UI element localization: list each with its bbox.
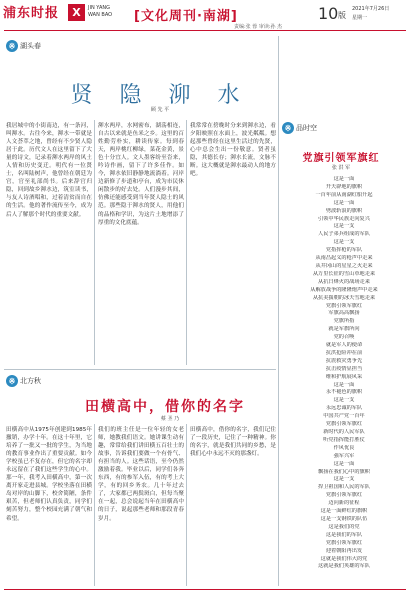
poem-line: 迎着朝阳再出发 xyxy=(325,547,363,554)
poem-line: 这是一支钢铁的队伍 xyxy=(320,515,368,522)
section-title: [文化周刊·南湖] xyxy=(134,9,238,24)
article-body-column xyxy=(6,122,92,364)
publication-weekday: 星期一 xyxy=(352,15,368,21)
column-divider-a2-2 xyxy=(186,424,187,586)
article-paragraph: 田横高中从1975年创建到1985年撤销，办学十年。在这十年里，它培养了一批又一批的学生，为当地的教育事业作出了重要贡献。如今学校虽已不复存在，但它的名字却永远留在了我们这些学生的心中。 xyxy=(6,427,92,474)
poem-line: 这是一支 xyxy=(333,223,355,230)
poem-line: 军旗高高飘扬 xyxy=(328,310,360,317)
article-title-xianyin: 贤 隐 泖 水 xyxy=(70,83,250,108)
column-divider-a1-1 xyxy=(94,120,95,365)
poem-line: 党旗引领军旗红 xyxy=(325,539,363,546)
article-paragraph: 我常常在傍晚时分来到泖水边，看夕阳映照在水面上，波光粼粼。想起那些曾经在这里生活过的先贤，心中总会生出一份敬意。贤者虽隐，其德长存；泖水长流，文脉不断。这大概就是泖水最动人的地方吧。 xyxy=(190,123,276,178)
column-divider-right xyxy=(278,36,279,586)
poem-line: 捍卫祖国和人民的军队 xyxy=(318,484,370,491)
poem-line: 党旗引领军旗红 xyxy=(325,421,363,428)
poem-line: 从抗日烽火的战场走来 xyxy=(318,278,370,285)
column-tag-label: 北方秋 xyxy=(20,377,41,385)
poem-line: 人民子弟兵组成的军队 xyxy=(318,231,370,238)
editor-credits: 责编:张 蓉 审读:孙 杰 xyxy=(234,24,283,30)
poem-line: 抗震救灾勇争先 xyxy=(325,357,363,364)
column-divider-a1-2 xyxy=(186,120,187,365)
poem-line: 从井冈山的星星之火走来 xyxy=(315,262,373,269)
poem-line: 党指挥枪的军队 xyxy=(325,247,363,254)
poem-line: 这就是我们英雄的军队 xyxy=(318,563,370,570)
circle-badge-icon: ※ xyxy=(282,122,294,134)
poem-line: 永不褪色的旗帜 xyxy=(325,389,363,396)
circle-badge-icon: ※ xyxy=(6,375,18,387)
poem-line: 中国共产党一百年 xyxy=(323,413,365,420)
article-paragraph: 我居城中的小街南边，有一条河，叫泖水。古往今来，泖水一带就是人文荟萃之地，曾经有不少贤人隐居于此。历代文人在这里留下了大量的诗文，记录着泖水两岸的风土人情和历史变迁。 xyxy=(6,123,92,170)
poem-line: 飘扬在我们心中的旗帜 xyxy=(318,468,370,475)
poem-line: 这是一面 xyxy=(333,381,355,388)
article-paragraph: 我们的班主任是一位年轻的女老师，她教我们语文。她讲课生动有趣，常常给我们讲田横五百壮士的故事，告诉我们要做一个有骨气、有担当的人。这些话语，至今仍然激励着我。 xyxy=(98,427,184,474)
article-paragraph: 毕业以后，同学们各奔东西，有的参军入伍，有的考上大学，有的回乡务农。几十年过去了，大家都已两鬓斑白，但每当聚在一起，总会说起当年在田横高中的日子，说起那些老师和那段青春岁月。 xyxy=(98,467,184,522)
article-separator xyxy=(4,369,276,370)
column-tag-tianheng xyxy=(6,375,41,387)
poem-line: 听党指挥能打胜仗 xyxy=(323,436,365,443)
article-title-tianheng: 田横高中，借你的名字 xyxy=(85,399,245,415)
poem-line: 强军兴军 xyxy=(333,452,355,459)
poem-line: 这就是我们伟大的党 xyxy=(320,555,368,562)
poem-line: 从南昌起义的枪声中走来 xyxy=(315,255,373,262)
article-byline-xianyin: 顾 先 平 xyxy=(150,107,170,113)
poem-line: 从抗美援朝的冰天雪地走来 xyxy=(312,294,376,301)
poem-line: 党的召唤 xyxy=(333,334,355,341)
bottom-rule xyxy=(4,589,406,590)
logo-pinyin: JIN YANG WAN BAO xyxy=(88,5,113,18)
masthead-rule xyxy=(4,30,406,31)
poem-line: 就是军人的使命 xyxy=(325,342,363,349)
poem-line: 作风优良 xyxy=(333,444,355,451)
poem-line: 这是一支 xyxy=(333,397,355,404)
article-body-column xyxy=(98,122,184,364)
poem-line: 这是我们的党 xyxy=(328,523,360,530)
poem-line: 党旗引领军旗红 xyxy=(325,302,363,309)
article-paragraph: 那一年，我考入田横高中，第一次离开家走进县城。学校坐落在田横岛对岸的山脚下，校舍简陋，条件艰苦，但老师们认真负责，同学们刻苦努力，整个校园充满了朝气和希望。 xyxy=(6,475,92,522)
poem-line: 一百年前从南湖红船升起 xyxy=(315,191,373,198)
column-tag-label: 湖头春 xyxy=(20,42,41,50)
poem-line: 从万里长征的雪山草地走来 xyxy=(312,270,376,277)
article-paragraph: 泖水两岸，水网密布，湖荡相连，自古以来就是鱼米之乡。这里的百姓勤劳朴实，耕读传家。每到春天，两岸桃红柳绿，菜花金黄，景色十分宜人。文人墨客纷至沓来，吟诗作画，留下了许多佳作。 xyxy=(98,123,184,170)
article-body-column xyxy=(98,426,184,586)
poem-line: 这是一面鲜红的旗帜 xyxy=(320,508,368,515)
poem-line: 这是一面 xyxy=(333,176,355,182)
poem-line: 党旗所指 xyxy=(333,318,355,325)
poem-line: 劈波斩浪的旗帜 xyxy=(325,207,363,214)
poem-line: 从解放战争的隆隆炮声中走来 xyxy=(310,286,378,293)
poem-line: 这是一面 xyxy=(333,199,355,206)
masthead xyxy=(0,0,410,34)
poem-line: 这是一支 xyxy=(333,476,355,483)
publication-date: 2021年7月26日 xyxy=(352,6,390,12)
poem-line: 新时代的人民军队 xyxy=(323,429,365,435)
poem-byline: 张 洪 军 xyxy=(331,165,351,171)
poem-line: 抗洪抢险冲在前 xyxy=(325,349,363,356)
article-body-column xyxy=(6,426,92,586)
poem-line: 这是一支 xyxy=(333,239,355,246)
article-body-column xyxy=(190,426,276,586)
page-unit: 版 xyxy=(338,11,346,20)
column-divider-a2-1 xyxy=(94,424,95,586)
poem-lines xyxy=(284,176,404,586)
article-paragraph: 明代有一位贤士，名叫陆树声，他曾经在朝廷为官，官至礼部尚书。后来辞官归隐，回到故乡泖水边，筑室读书，与友人诗酒唱和，过着清贫而自在的生活。他的著作流传至今，成为后人了解那个时代的重要文献。 xyxy=(6,163,92,218)
poem-line: 这是一面 xyxy=(333,460,355,467)
poem-title: 党旗引领军旗红 xyxy=(302,153,380,164)
poem-line: 这是我们的军队 xyxy=(325,531,363,538)
article-body-column xyxy=(190,122,276,364)
newspaper-logo: 浦东时报 xyxy=(3,6,60,21)
poem-line: 迈向新的征程 xyxy=(328,500,360,507)
poem-line: 引领中华民族走向复兴 xyxy=(318,215,370,222)
page-number: 10 xyxy=(318,4,339,23)
column-tag-xianyin xyxy=(6,40,41,52)
logo-box-icon: X xyxy=(68,4,85,21)
column-tag-dangqi xyxy=(282,122,317,134)
poem-line: 党旗引领军旗红 xyxy=(325,492,363,499)
article-paragraph: 如今，泖水依旧静静地流淌着。河岸边新修了步道和亭台，成为市民休闲散步的好去处。人们漫步其间，仿佛还能感受到当年贤人隐士的风范。那些隐于泖水的贤人，用他们的品格和学识，为这片土地增添了厚重的文化底蕴。 xyxy=(98,163,184,226)
poem-line: 维和护航展风采 xyxy=(325,373,363,380)
circle-badge-icon: ※ xyxy=(6,40,18,52)
article-paragraph: 田横高中，借你的名字，我们记住了一段历史，记住了一种精神。你的名字，就是我们共同的乡愁，是我们心中永远不灭的那盏灯。 xyxy=(190,427,276,458)
column-tag-label: 品时空 xyxy=(296,124,317,132)
poem-line: 永远忠诚的军队 xyxy=(325,405,363,412)
poem-line: 就是军旗所向 xyxy=(328,326,360,333)
article-byline-tianheng: 蔡 圣 乃 xyxy=(160,416,180,422)
poem-line: 抗击疫情显担当 xyxy=(325,365,363,372)
poem-line: 开天辟地的旗帜 xyxy=(325,183,363,190)
